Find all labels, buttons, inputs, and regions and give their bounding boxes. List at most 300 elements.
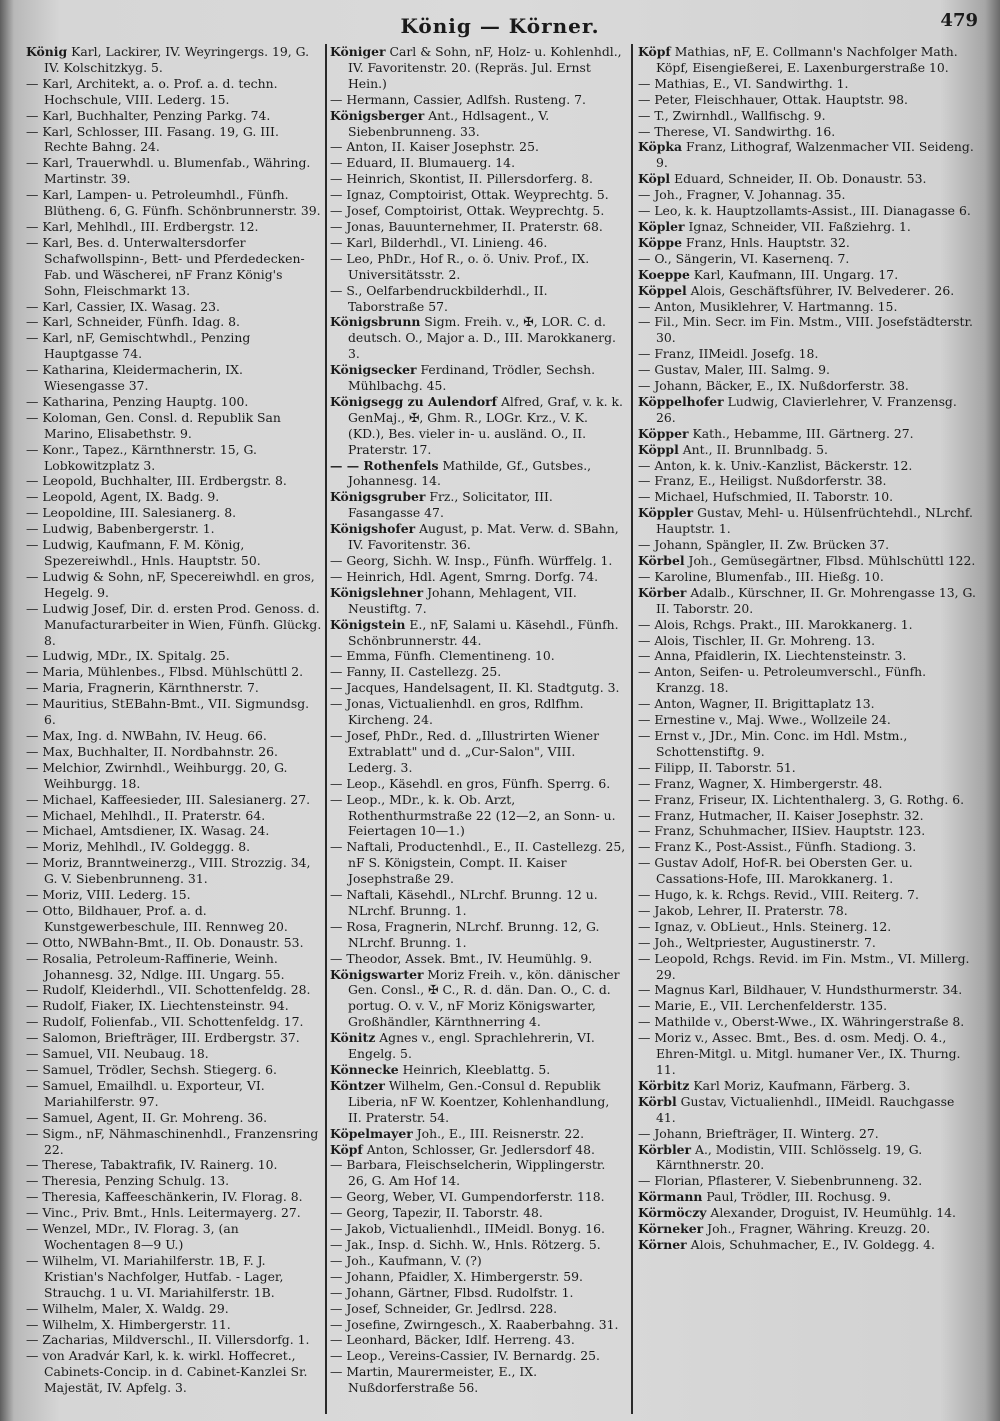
entry-details: — Karl, Bes. d. Unterwaltersdorfer Schafwollspinn-, Bett- und Pferdedecken-Fab. und Wäscherei, nF Franz König's Sohn, Fleischmarkt 13. bbox=[26, 234, 305, 298]
directory-entry bbox=[330, 235, 626, 251]
entry-details: — Anton, II. Kaiser Josephstr. 25. bbox=[330, 139, 539, 155]
directory-entry bbox=[638, 1237, 976, 1253]
directory-entry bbox=[638, 855, 976, 887]
directory-entry bbox=[330, 648, 626, 664]
entry-details: — Max, Buchhalter, II. Nordbahnstr. 26. bbox=[26, 743, 278, 759]
entry-details: — Samuel, Trödler, Sechsh. Stiegerg. 6. bbox=[26, 1062, 277, 1077]
directory-entry bbox=[330, 585, 626, 617]
entry-details: — Samuel, Emailhdl. u. Exporteur, VI. Mariahilferstr. 97. bbox=[26, 1077, 265, 1109]
entry-details: — Wilhelm, VI. Mariahilferstr. 1B, F. J. Kristian's Nachfolger, Hutfab. - Lager, Strauchg. 1 u. VI. Mariahilferstr. 1B. bbox=[26, 1252, 284, 1300]
directory-entry bbox=[330, 1062, 626, 1078]
entry-details: — Franz, Schuhmacher, IISiev. Hauptstr. 123. bbox=[638, 823, 926, 839]
directory-entry bbox=[638, 187, 976, 203]
entry-details: — Franz, Wagner, X. Himbergerstr. 48. bbox=[638, 775, 883, 791]
entry-details: — Samuel, Agent, II. Gr. Mohreng. 36. bbox=[26, 1109, 268, 1125]
entry-details: — Magnus Karl, Bildhauer, V. Hundsthurmerstr. 34. bbox=[638, 982, 963, 998]
entry-details: — Anton, Wagner, II. Brigittaplatz 13. bbox=[638, 696, 875, 712]
directory-entry bbox=[638, 489, 976, 505]
entry-details: — Gustav Adolf, Hof-R. bei Obersten Ger. u. Cassations-Hofe, III. Marokkanerg. 1. bbox=[638, 855, 913, 887]
directory-entry bbox=[330, 44, 626, 92]
directory-entry bbox=[638, 1030, 976, 1078]
directory-entry bbox=[26, 982, 322, 998]
directory-entry bbox=[330, 283, 626, 315]
entry-surname: Körbler bbox=[638, 1141, 692, 1157]
entry-details: — Anton, k. k. Univ.-Kanzlist, Bäckerstr. 12. bbox=[638, 457, 913, 473]
directory-entry bbox=[330, 92, 626, 108]
directory-entry bbox=[26, 792, 322, 808]
directory-entry bbox=[330, 362, 626, 394]
directory-entry bbox=[26, 601, 322, 649]
entry-surname: Königsegg zu Aulendorf bbox=[330, 393, 498, 409]
entry-details: Alexander, Droguist, IV. Heumühlg. 14. bbox=[706, 1205, 956, 1221]
entry-details: Ferdinand, Trödler, Sechsh. Mühlbachg. 45. bbox=[348, 362, 596, 394]
entry-details: — Michael, Mehlhdl., II. Praterstr. 64. bbox=[26, 807, 266, 823]
entry-details: — Ernestine v., Maj. Wwe., Wollzeile 24. bbox=[638, 712, 891, 728]
entry-details: — Martin, Maurermeister, E., IX. Nußdorferstraße 56. bbox=[330, 1364, 538, 1396]
entry-surname: Köppler bbox=[638, 505, 694, 521]
entry-details: — Otto, NWBahn-Bmt., II. Ob. Donaustr. 53. bbox=[26, 934, 304, 950]
entry-details: Paul, Trödler, III. Rochusg. 9. bbox=[702, 1189, 891, 1205]
entry-surname: — — Rothenfels bbox=[330, 457, 439, 473]
entry-details: — Leopold, Agent, IX. Badg. 9. bbox=[26, 489, 220, 505]
entry-details: — Ludwig, Kaufmann, F. M. König, Spezereiwhdl., Hnls. Hauptstr. 50. bbox=[26, 537, 261, 568]
entry-details: — Karl, Schlosser, III. Fasang. 19, G. III. Rechte Bahng. 24. bbox=[26, 123, 279, 155]
directory-entry bbox=[26, 410, 322, 442]
entry-details: — Maria, Mühlenbes., Flbsd. Mühlschüttl 2. bbox=[26, 664, 304, 680]
entry-details: Kath., Hebamme, III. Gärtnerg. 27. bbox=[688, 425, 914, 441]
directory-entry bbox=[330, 728, 626, 776]
entry-details: — Karl, nF, Gemischtwhdl., Penzing Hauptgasse 74. bbox=[26, 330, 251, 362]
page-number: 479 bbox=[940, 10, 978, 31]
entry-details: — Leo, k. k. Hauptzollamts-Assist., III. Dianagasse 6. bbox=[638, 203, 971, 219]
entry-details: — Rosa, Fragnerin, NLrchf. Brunng. 12, G. NLrchf. Brunng. 1. bbox=[330, 918, 600, 950]
entry-details: — Sigm., nF, Nähmaschinenhdl., Franzensring 22. bbox=[26, 1125, 319, 1157]
directory-entry bbox=[26, 951, 322, 983]
directory-entry bbox=[26, 1317, 322, 1333]
entry-details: — Karl, Schneider, Fünfh. Idag. 8. bbox=[26, 314, 240, 330]
directory-entry bbox=[330, 1030, 626, 1062]
entry-details: — Mauritius, StEBahn-Bmt., VII. Sigmundsg. 6. bbox=[26, 696, 310, 728]
directory-entry bbox=[638, 712, 976, 728]
directory-entry bbox=[26, 823, 322, 839]
entry-details: A., Modistin, VIII. Schlösselg. 19, G. Kärnthnerstr. 20. bbox=[656, 1141, 923, 1173]
entry-details: — Florian, Pflasterer, V. Siebenbrunneng. 32. bbox=[638, 1173, 923, 1189]
directory-entry bbox=[638, 44, 976, 76]
directory-entry bbox=[638, 314, 976, 346]
directory-entry bbox=[638, 760, 976, 776]
entry-details: — T., Zwirnhdl., Wallfischg. 9. bbox=[638, 107, 826, 123]
entry-surname: Königswarter bbox=[330, 966, 424, 982]
directory-entry bbox=[638, 1189, 976, 1205]
entry-details: — Anton, Seifen- u. Petroleumverschl., Fünfh. Kranzg. 18. bbox=[638, 664, 927, 696]
entry-details: — Johann, Gärtner, Flbsd. Rudolfstr. 1. bbox=[330, 1284, 574, 1300]
entry-details: — Joh., Weltpriester, Augustinerstr. 7. bbox=[638, 934, 876, 950]
directory-entry bbox=[638, 648, 976, 664]
directory-entry bbox=[26, 935, 322, 951]
entry-details: Ludwig, Clavierlehrer, V. Franzensg. 26. bbox=[656, 393, 957, 425]
entry-details: Alfred, Graf, v. k. k. GenMaj., ✠, Ghm. R., LOGr. Krz., V. K. (KD.), Bes. vieler in- u. ausländ. O., II. Praterstr. 17. bbox=[348, 393, 623, 457]
entry-details: — Leopoldine, III. Salesianerg. 8. bbox=[26, 505, 237, 521]
directory-entry bbox=[26, 44, 322, 76]
entry-details: — Leopold, Buchhalter, III. Erdbergstr. 8. bbox=[26, 473, 287, 489]
entry-details: — Barbara, Fleischselcherin, Wipplingerstr. 26, G. Am Hof 14. bbox=[330, 1157, 606, 1189]
entry-surname: Königslehner bbox=[330, 584, 424, 600]
directory-entry bbox=[638, 426, 976, 442]
directory-entry bbox=[330, 458, 626, 490]
entry-details: — Alois, Rchgs. Prakt., III. Marokkanerg. 1. bbox=[638, 616, 913, 632]
entry-details: — Moriz, VIII. Lederg. 15. bbox=[26, 887, 191, 903]
directory-entry bbox=[638, 346, 976, 362]
directory-entry bbox=[26, 648, 322, 664]
entry-surname: Königstein bbox=[330, 616, 406, 632]
directory-entry bbox=[330, 617, 626, 649]
entry-details: — Karl, Lampen- u. Petroleumhdl., Fünfh. Blütheng. 6, G. Fünfh. Schönbrunnerstr. 39. bbox=[26, 187, 321, 219]
column-divider bbox=[631, 44, 633, 1414]
entry-details: — Jakob, Victualienhdl., IIMeidl. Bonyg. 16. bbox=[330, 1221, 605, 1237]
directory-entry bbox=[26, 489, 322, 505]
directory-entry bbox=[638, 696, 976, 712]
directory-entry bbox=[26, 1189, 322, 1205]
directory-entry bbox=[26, 1157, 322, 1173]
entry-details: — Georg, Tapezir, II. Taborstr. 48. bbox=[330, 1205, 543, 1221]
entry-details: Joh., Fragner, Währing. Kreuzg. 20. bbox=[703, 1221, 931, 1237]
entry-details: — Melchior, Zwirnhdl., Weihburgg. 20, G. Weihburgg. 18. bbox=[26, 759, 288, 791]
entry-details: — Hermann, Cassier, Adlfsh. Rusteng. 7. bbox=[330, 91, 586, 107]
directory-entry bbox=[638, 951, 976, 983]
directory-entry bbox=[638, 728, 976, 760]
directory-entry bbox=[330, 187, 626, 203]
directory-entry bbox=[638, 919, 976, 935]
entry-details: — Fil., Min. Secr. im Fin. Mstm., VIII. Josefstädterstr. 30. bbox=[638, 314, 973, 346]
entry-surname: Körmöczy bbox=[638, 1205, 707, 1221]
directory-entry bbox=[26, 1014, 322, 1030]
directory-entry bbox=[26, 1030, 322, 1046]
directory-entry bbox=[330, 839, 626, 887]
directory-entry bbox=[330, 1285, 626, 1301]
entry-details: — Rosalia, Petroleum-Raffinerie, Weinh. Johannesg. 32, Ndlge. III. Ungarg. 55. bbox=[26, 950, 285, 982]
entry-surname: Köppe bbox=[638, 234, 682, 250]
entry-surname: Köpelmayer bbox=[330, 1125, 413, 1141]
entry-details: — Moriz, Branntweinerzg., VIII. Strozzig. 34, G. V. Siebenbrunneng. 31. bbox=[26, 855, 311, 887]
directory-entry bbox=[330, 1157, 626, 1189]
entry-details: — Josef, Comptoirist, Ottak. Weyprechtg. 5. bbox=[330, 203, 605, 219]
entry-surname: Köppel bbox=[638, 282, 687, 298]
directory-entry bbox=[330, 155, 626, 171]
directory-entry bbox=[638, 633, 976, 649]
directory-entry bbox=[330, 1142, 626, 1158]
entry-surname: Königsgruber bbox=[330, 489, 426, 505]
entry-details: — Ludwig, Babenbergerstr. 1. bbox=[26, 521, 215, 537]
entry-details: E., nF, Salami u. Käsehdl., Fünfh. Schönbrunnerstr. 44. bbox=[348, 616, 619, 648]
directory-entry bbox=[26, 1126, 322, 1158]
entry-surname: Königsbrunn bbox=[330, 314, 421, 330]
entry-details: — Franz, IIMeidl. Josefg. 18. bbox=[638, 346, 819, 362]
directory-entry bbox=[638, 553, 976, 569]
directory-entry bbox=[638, 935, 976, 951]
entry-details: Franz, Lithograf, Walzenmacher VII. Seideng. 9. bbox=[656, 139, 974, 171]
directory-entry bbox=[26, 855, 322, 887]
directory-entry bbox=[638, 776, 976, 792]
entry-details: — Leopold, Rchgs. Revid. im Fin. Mstm., VI. Millerg. 29. bbox=[638, 950, 970, 982]
directory-entry bbox=[330, 664, 626, 680]
directory-entry bbox=[26, 394, 322, 410]
directory-entry bbox=[26, 521, 322, 537]
entry-details: Mathilde, Gf., Gutsbes., Johannesg. 14. bbox=[348, 457, 592, 489]
entry-details: — Theodor, Assek. Bmt., IV. Heumühlg. 9. bbox=[330, 950, 593, 966]
entry-details: — Ignaz, v. ObLieut., Hnls. Steinerg. 12. bbox=[638, 918, 892, 934]
directory-entry bbox=[638, 505, 976, 537]
directory-entry bbox=[26, 1173, 322, 1189]
entry-surname: Köppl bbox=[638, 441, 679, 457]
entry-surname: Körbitz bbox=[638, 1077, 690, 1093]
directory-entry bbox=[330, 1364, 626, 1396]
entry-details: — Naftali, Käsehdl., NLrchf. Brunng. 12 u. NLrchf. Brunng. 1. bbox=[330, 887, 598, 918]
entry-details: Johann, Mehlagent, VII. Neustiftg. 7. bbox=[348, 584, 577, 616]
entry-surname: Körner bbox=[638, 1236, 687, 1252]
directory-entry bbox=[26, 537, 322, 569]
entry-surname: Königer bbox=[330, 44, 386, 59]
directory-entry bbox=[26, 362, 322, 394]
entry-details: — Karl, Trauerwhdl. u. Blumenfab., Währing. Martinstr. 39. bbox=[26, 155, 311, 187]
entry-surname: Köppelhofer bbox=[638, 393, 724, 409]
entry-details: — Eduard, II. Blumauerg. 14. bbox=[330, 155, 516, 171]
entry-surname: Könnecke bbox=[330, 1062, 399, 1077]
directory-entry bbox=[638, 267, 976, 283]
entry-details: Moriz Freih. v., kön. dänischer Gen. Consl., ✠ C., R. d. dän. Dan. O., C. d. portug. O. v. V., nF Moriz Königswarter, Großhändler, Kärnthnerring 4. bbox=[348, 966, 620, 1030]
directory-entry bbox=[26, 839, 322, 855]
entry-details: — Heinrich, Skontist, II. Pillersdorferg. 8. bbox=[330, 171, 593, 187]
directory-entry bbox=[638, 1094, 976, 1126]
directory-entry bbox=[638, 235, 976, 251]
entry-details: Eduard, Schneider, II. Ob. Donaustr. 53. bbox=[670, 171, 927, 187]
entry-details: — Theresia, Penzing Schulg. 13. bbox=[26, 1173, 230, 1189]
directory-entry bbox=[26, 569, 322, 601]
directory-entry bbox=[26, 219, 322, 235]
directory-entry bbox=[330, 521, 626, 553]
directory-entry bbox=[26, 1062, 322, 1078]
entry-details: — Joh., Kaufmann, V. (?) bbox=[330, 1252, 482, 1268]
directory-entry bbox=[638, 251, 976, 267]
entry-surname: Köpler bbox=[638, 218, 685, 234]
entry-details: — Ludwig Josef, Dir. d. ersten Prod. Genoss. d. Manufacturarbeiter in Wien, Fünfh. Glückg. 8. bbox=[26, 600, 322, 648]
entry-details: — Vinc., Priv. Bmt., Hnls. Leitermayerg. 27. bbox=[26, 1205, 301, 1221]
entry-details: — Rudolf, Fiaker, IX. Liechtensteinstr. 94. bbox=[26, 998, 289, 1014]
directory-entry bbox=[26, 124, 322, 156]
entry-details: — Jakob, Lehrer, II. Praterstr. 78. bbox=[638, 902, 848, 918]
entry-details: — Moriz, Mehlhdl., IV. Goldeggg. 8. bbox=[26, 839, 251, 855]
directory-entry bbox=[638, 139, 976, 171]
entry-surname: Körber bbox=[638, 584, 687, 600]
entry-details: — Georg, Sichh. W. Insp., Fünfh. Würffelg. 1. bbox=[330, 553, 613, 568]
entry-details: — Leo, PhDr., Hof R., o. ö. Univ. Prof., IX. Universitätsstr. 2. bbox=[330, 250, 590, 282]
entry-details: — Ernst v., JDr., Min. Conc. im Hdl. Mstm., Schottenstiftg. 9. bbox=[638, 727, 908, 759]
directory-entry bbox=[638, 76, 976, 92]
entry-details: — Rudolf, Folienfab., VII. Schottenfeldg. 17. bbox=[26, 1014, 304, 1030]
entry-surname: König bbox=[26, 44, 68, 59]
entry-details: — Zacharias, Mildverschl., II. Villersdorfg. 1. bbox=[26, 1332, 310, 1348]
directory-entry bbox=[330, 1348, 626, 1364]
directory-entry bbox=[638, 887, 976, 903]
entry-details: — Jonas, Bauunternehmer, II. Praterstr. 68. bbox=[330, 218, 603, 234]
directory-entry bbox=[330, 919, 626, 951]
entry-details: — Jacques, Handelsagent, II. Kl. Stadtgutg. 3. bbox=[330, 680, 620, 696]
entry-surname: Königsecker bbox=[330, 362, 417, 378]
directory-entry bbox=[330, 219, 626, 235]
directory-entry bbox=[330, 139, 626, 155]
entry-details: — Franz, E., Heiligst. Nußdorferstr. 38. bbox=[638, 473, 887, 489]
entry-details: — Ludwig & Sohn, nF, Specereiwhdl. en gros, Hegelg. 9. bbox=[26, 568, 315, 600]
entry-details: — Ludwig, MDr., IX. Spitalg. 25. bbox=[26, 648, 230, 664]
entry-details: — Leop., Käsehdl. en gros, Fünfh. Sperrg. 6. bbox=[330, 775, 611, 791]
directory-entry bbox=[638, 585, 976, 617]
directory-entry bbox=[330, 967, 626, 1031]
entry-details: — Franz, Friseur, IX. Lichtenthalerg. 3, G. Rothg. 6. bbox=[638, 791, 965, 807]
directory-entry bbox=[26, 108, 322, 124]
entry-details: — Moriz v., Assec. Bmt., Bes. d. osm. Medj. O. 4., Ehren-Mitgl. u. Mitgl. humaner Ver., IX. Thurng. 11. bbox=[638, 1030, 961, 1077]
directory-entry bbox=[26, 1301, 322, 1317]
entry-details: — Karoline, Blumenfab., III. Hießg. 10. bbox=[638, 568, 884, 584]
directory-entry bbox=[638, 1126, 976, 1142]
column-middle bbox=[330, 44, 626, 1414]
entry-details: — Josefine, Zwirngesch., X. Raaberbahng. 31. bbox=[330, 1316, 619, 1332]
entry-details: — Johann, Pfaidler, X. Himbergerstr. 59. bbox=[330, 1268, 583, 1284]
directory-entry bbox=[26, 696, 322, 728]
directory-entry bbox=[26, 235, 322, 299]
directory-entry bbox=[638, 823, 976, 839]
entry-details: — Max, Ing. d. NWBahn, IV. Heug. 66. bbox=[26, 727, 267, 743]
entry-surname: Körneker bbox=[638, 1221, 704, 1237]
entry-details: Gustav, Victualienhdl., IIMeidl. Rauchgasse 41. bbox=[656, 1093, 955, 1125]
entry-details: Alois, Geschäftsführer, IV. Belvederег. 26. bbox=[686, 282, 955, 298]
entry-surname: Könitz bbox=[330, 1030, 376, 1046]
directory-entry bbox=[26, 728, 322, 744]
entry-surname: Köpf bbox=[638, 44, 671, 59]
directory-entry bbox=[26, 1205, 322, 1221]
entry-details: — Alois, Tischler, II. Gr. Mohreng. 13. bbox=[638, 632, 876, 648]
directory-entry bbox=[26, 1046, 322, 1062]
entry-details: — Konr., Tapez., Kärnthnerstr. 15, G. Lobkowitzplatz 3. bbox=[26, 441, 257, 473]
entry-details: — Salomon, Briefträger, III. Erdbergstr. 37. bbox=[26, 1030, 300, 1046]
entry-details: — Michael, Kaffeesieder, III. Salesianerg. 27. bbox=[26, 791, 311, 807]
directory-entry bbox=[638, 171, 976, 187]
directory-entry bbox=[638, 473, 976, 489]
entry-details: — Theresia, Kaffeeschänkerin, IV. Florag. 8. bbox=[26, 1189, 303, 1205]
entry-details: — Ignaz, Comptoirist, Ottak. Weyprechtg. 5. bbox=[330, 187, 609, 203]
entry-details: Wilhelm, Gen.-Consul d. Republik Liberia, nF W. Koentzer, Kohlenhandlung, II. Praterstr. 54. bbox=[348, 1077, 610, 1125]
entry-details: — Johann, Spängler, II. Zw. Brücken 37. bbox=[638, 537, 890, 553]
column-divider bbox=[325, 44, 327, 1414]
directory-entry bbox=[638, 1173, 976, 1189]
directory-entry bbox=[330, 1205, 626, 1221]
entry-details: Adalb., Kürschner, II. Gr. Mohrengasse 13, G. II. Taborstr. 20. bbox=[656, 584, 976, 616]
entry-details: — Georg, Weber, VI. Gumpendorferstr. 118. bbox=[330, 1189, 605, 1205]
directory-entry bbox=[330, 394, 626, 458]
directory-entry bbox=[638, 299, 976, 315]
directory-entry bbox=[638, 998, 976, 1014]
entry-details: Gustav, Mehl- u. Hülsenfrüchtehdl., NLrchf. Hauptstr. 1. bbox=[656, 505, 973, 537]
directory-entry bbox=[638, 394, 976, 426]
entry-surname: Koeppe bbox=[638, 266, 690, 282]
entry-surname: Köpl bbox=[638, 171, 671, 187]
directory-entry bbox=[330, 553, 626, 569]
entry-details: — von Aradvár Karl, k. k. wirkl. Hoffecret., Cabinets-Concip. in d. Cabinet-Kanzlei Sr. Majestät, IV. Apfelg. 3. bbox=[26, 1348, 308, 1396]
entry-details: — Gustav, Maler, III. Salmg. 9. bbox=[638, 362, 830, 378]
entry-details: — Karl, Buchhalter, Penzing Parkg. 74. bbox=[26, 107, 271, 123]
entry-details: — Naftali, Productenhdl., E., II. Castellezg. 25, nF S. Königstein, Compt. II. Kaiser Josephstraße 29. bbox=[330, 839, 626, 887]
running-title: König — Körner. bbox=[400, 14, 600, 38]
entry-details: — Otto, Bildhauer, Prof. a. d. Kunstgewerbeschule, III. Rennweg 20. bbox=[26, 902, 288, 934]
directory-entry bbox=[26, 760, 322, 792]
directory-entry bbox=[638, 458, 976, 474]
entry-details: Karl, Kaufmann, III. Ungarg. 17. bbox=[689, 266, 899, 282]
directory-entry bbox=[26, 314, 322, 330]
entry-details: — Wilhelm, X. Himbergerstr. 11. bbox=[26, 1316, 231, 1332]
directory-entry bbox=[330, 108, 626, 140]
entry-details: Sigm. Freih. v., ✠, LOR. C. d. deutsch. O., Major a. D., III. Marokkanerg. 3. bbox=[348, 314, 616, 362]
entry-details: Alois, Schuhmacher, E., IV. Goldegg. 4. bbox=[686, 1236, 935, 1252]
directory-entry bbox=[638, 664, 976, 696]
directory-entry bbox=[26, 744, 322, 760]
entry-details: — Katharina, Kleidermacherin, IX. Wiesengasse 37. bbox=[26, 362, 243, 394]
directory-entry bbox=[26, 1332, 322, 1348]
entry-details: — Samuel, VII. Neubaug. 18. bbox=[26, 1046, 209, 1062]
directory-entry bbox=[330, 951, 626, 967]
directory-entry bbox=[330, 489, 626, 521]
directory-entry bbox=[638, 792, 976, 808]
directory-entry bbox=[330, 1301, 626, 1317]
entry-details: — Marie, E., VII. Lerchenfelderstr. 135. bbox=[638, 998, 888, 1014]
entry-details: — Emma, Fünfh. Clementineng. 10. bbox=[330, 648, 555, 664]
entry-surname: Königshofer bbox=[330, 521, 416, 537]
directory-entry bbox=[638, 569, 976, 585]
entry-details: Heinrich, Kleeblattg. 5. bbox=[398, 1062, 551, 1077]
entry-details: — Josef, Schneider, Gr. Jedlrsd. 228. bbox=[330, 1300, 558, 1316]
entry-details: — Fanny, II. Castellezg. 25. bbox=[330, 664, 502, 680]
entry-details: — Therese, VI. Sandwirthg. 16. bbox=[638, 123, 836, 139]
directory-entry bbox=[26, 505, 322, 521]
directory-entry bbox=[26, 299, 322, 315]
entry-details: — Hugo, k. k. Rchgs. Revid., VIII. Reiterg. 7. bbox=[638, 887, 919, 903]
entry-surname: Königsberger bbox=[330, 107, 425, 123]
directory-entry bbox=[638, 203, 976, 219]
directory-entry bbox=[330, 776, 626, 792]
directory-entry bbox=[330, 569, 626, 585]
entry-details: — Wenzel, MDr., IV. Florag. 3, (an Wochentagen 8—9 U.) bbox=[26, 1221, 239, 1252]
directory-entry bbox=[26, 1253, 322, 1301]
entry-surname: Körbl bbox=[638, 1093, 677, 1109]
entry-surname: Körbel bbox=[638, 553, 685, 568]
directory-entry bbox=[26, 76, 322, 108]
directory-entry bbox=[26, 903, 322, 935]
directory-entry bbox=[330, 887, 626, 919]
directory-entry bbox=[330, 1126, 626, 1142]
entry-details: — Michael, Amtsdiener, IX. Wasag. 24. bbox=[26, 823, 270, 839]
entry-details: — Mathias, E., VI. Sandwirthg. 1. bbox=[638, 75, 849, 91]
directory-entry bbox=[330, 792, 626, 840]
entry-details: — Leop., Vereins-Cassier, IV. Bernardg. 25. bbox=[330, 1348, 600, 1364]
entry-details: — Peter, Fleischhauer, Ottak. Hauptstr. 98. bbox=[638, 91, 908, 107]
entry-details: Karl, Lackirer, IV. Weyringergs. 19, G. IV. Kolschitzkyg. 5. bbox=[44, 44, 310, 75]
directory-entry bbox=[638, 982, 976, 998]
directory-entry bbox=[330, 696, 626, 728]
directory-entry bbox=[330, 251, 626, 283]
entry-details: — Jonas, Victualienhdl. en gros, Rdlfhm. Kircheng. 24. bbox=[330, 696, 584, 728]
entry-details: Ant., II. Brunnlbadg. 5. bbox=[678, 441, 828, 457]
entry-details: — Karl, Mehlhdl., III. Erdbergstr. 12. bbox=[26, 218, 259, 234]
entry-details: Agnes v., engl. Sprachlehrerin, VI. Engelg. 5. bbox=[348, 1030, 595, 1062]
entry-details: — Joh., Fragner, V. Johannag. 35. bbox=[638, 187, 846, 203]
directory-entry bbox=[330, 1317, 626, 1333]
